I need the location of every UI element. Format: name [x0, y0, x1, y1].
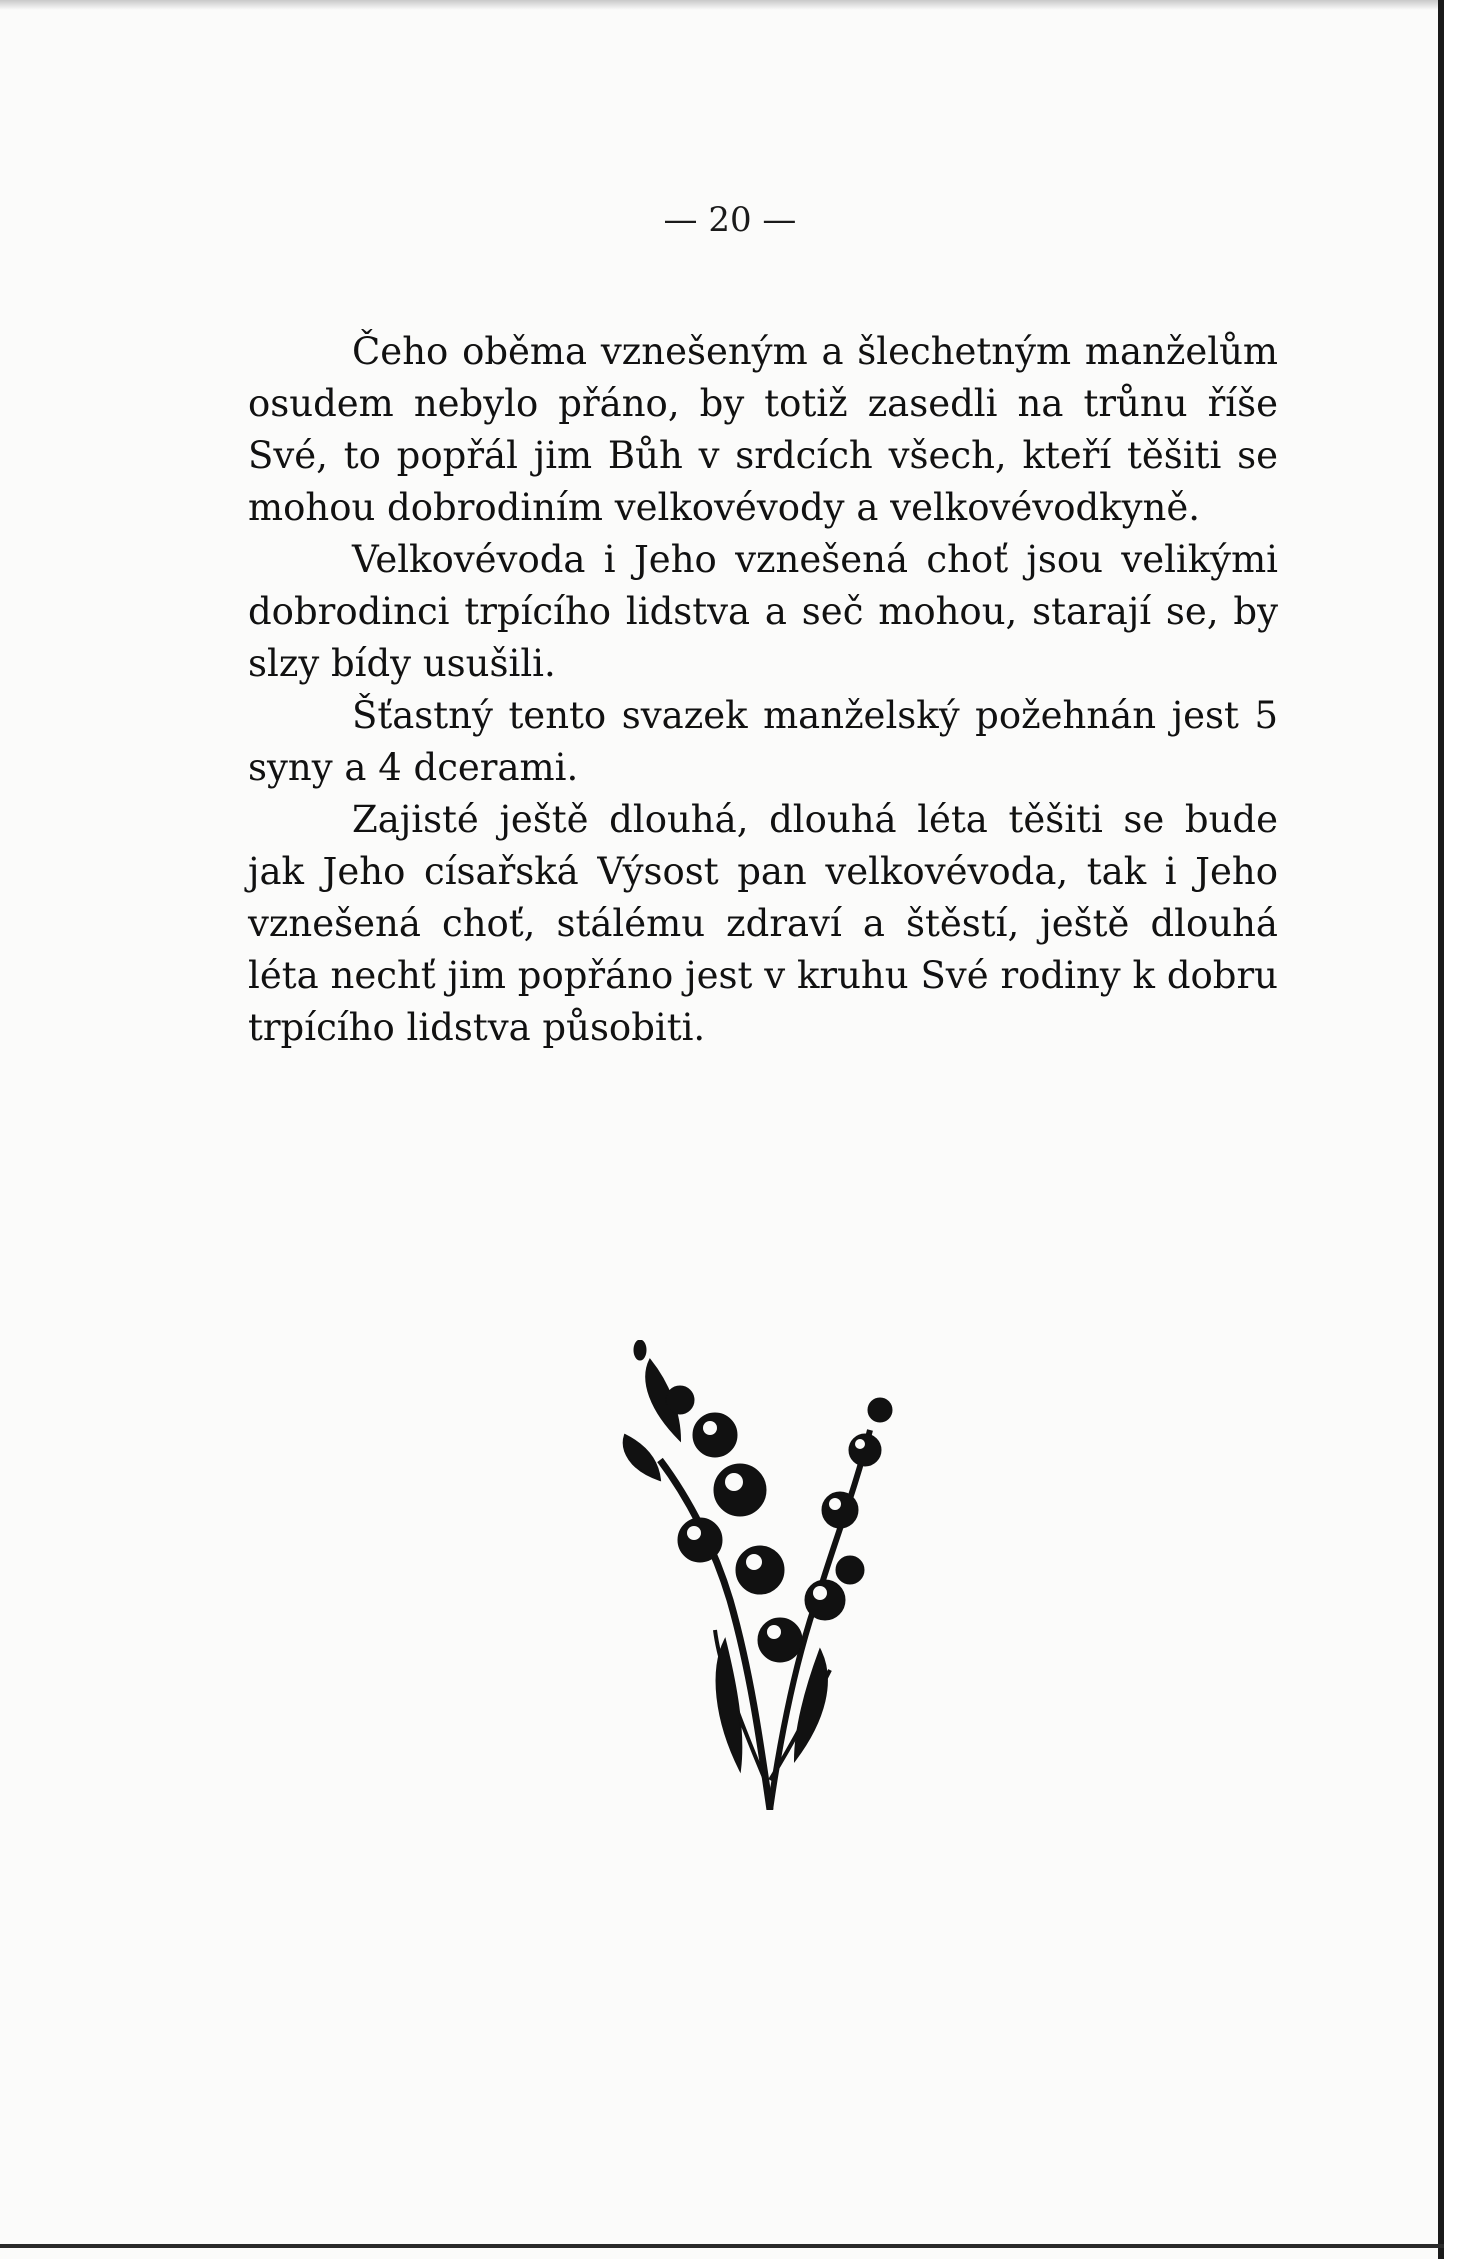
- scan-right-margin: [1444, 0, 1472, 2259]
- scan-top-edge: [0, 0, 1444, 10]
- paragraph-2: Velkovévoda i Jeho vznešená choť jsou velikými dobrodinci trpícího lidstva a seč mohou, starají se, by slzy bídy usušili.: [248, 538, 1278, 685]
- paragraph-1: Čeho oběma vznešeným a šlechetným manželům osudem nebylo přáno, by totiž zasedli na trůnu říše Své, to popřál jim Bůh v srdcích všech, kteří těšiti se mohou dobrodiním velkovévody a velkovévodkyně.: [248, 330, 1278, 529]
- page-number: — 20 —: [663, 200, 797, 240]
- paragraph-3: Šťastný tento svazek manželský požehnán jest 5 syny a 4 dcerami.: [248, 694, 1278, 789]
- paragraph-4: Zajisté ještě dlouhá, dlouhá léta těšiti se bude jak Jeho císařská Výsost pan velkovévoda, tak i Jeho vznešená choť, stálému zdraví a štěstí, ještě dlouhá léta nechť jim popřáno jest v kruhu Své rodiny k dobru trpícího lidstva působiti.: [248, 798, 1278, 1049]
- floral-sprig-icon: [620, 1340, 920, 1810]
- scan-bottom-edge: [0, 2244, 1444, 2248]
- body-text: [248, 326, 1278, 1054]
